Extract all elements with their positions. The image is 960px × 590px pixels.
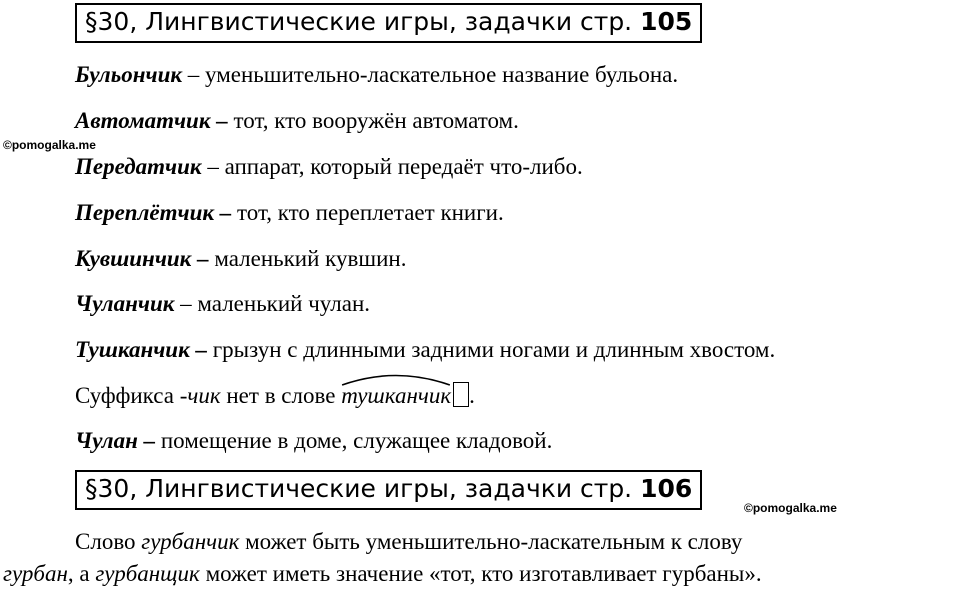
answer-text: , а bbox=[67, 561, 96, 586]
root-arc-icon bbox=[341, 372, 451, 386]
answer-paragraph-line bbox=[75, 527, 742, 557]
answer-text: может иметь значение «тот, кто изготавливает гурбаны». bbox=[199, 561, 762, 586]
definition-term: Бульончик bbox=[75, 62, 183, 87]
root-marked-word bbox=[341, 382, 451, 410]
definition-line bbox=[75, 199, 504, 227]
suffix-note bbox=[75, 382, 475, 410]
definition-line bbox=[75, 153, 583, 181]
definition-line bbox=[75, 245, 406, 273]
section-number: §30 bbox=[85, 474, 130, 503]
section-title: , Лингвистические игры, задачки стр. bbox=[129, 474, 641, 503]
definition-text: маленький кувшин. bbox=[208, 246, 407, 271]
section-number: §30 bbox=[85, 7, 130, 36]
page-number: 105 bbox=[640, 7, 693, 36]
definition-line bbox=[75, 290, 370, 318]
answer-text: Слово bbox=[75, 529, 142, 554]
answer-word: гурбанщик bbox=[95, 561, 200, 586]
suffix-note-text: . bbox=[469, 383, 475, 408]
definition-text: – уменьшительно-ласкательное название бульона. bbox=[182, 62, 679, 87]
word-text: тушканчик bbox=[341, 383, 452, 408]
definition-line bbox=[75, 427, 552, 455]
answer-word: гурбан bbox=[3, 561, 68, 586]
definition-text: тот, кто переплетает книги. bbox=[231, 200, 504, 225]
suffix-note-text: нет в слове bbox=[220, 383, 342, 408]
definition-text: – аппарат, который передаёт что-либо. bbox=[201, 154, 583, 179]
definition-term: Автоматчик – bbox=[75, 108, 228, 133]
watermark: ©pomogalka.me bbox=[3, 138, 96, 152]
definition-line bbox=[75, 107, 519, 135]
suffix-note-text: Суффикса bbox=[75, 383, 180, 408]
answer-paragraph-line bbox=[3, 559, 762, 589]
definition-text: помещение в доме, служащее кладовой. bbox=[155, 428, 553, 453]
definition-term: Кувшинчик – bbox=[75, 246, 209, 271]
zero-ending-icon bbox=[453, 382, 469, 407]
definition-text: тот, кто вооружён автоматом. bbox=[227, 108, 519, 133]
section-heading-105 bbox=[75, 3, 702, 43]
definition-term: Чулан – bbox=[75, 428, 156, 453]
definition-text: – маленький чулан. bbox=[174, 291, 371, 316]
definition-line bbox=[75, 336, 775, 364]
suffix-text: -чик bbox=[179, 383, 221, 408]
section-heading-106 bbox=[75, 470, 702, 510]
answer-word: гурбанчик bbox=[141, 529, 240, 554]
definition-line bbox=[75, 61, 678, 89]
page-number: 106 bbox=[640, 474, 693, 503]
definition-term: Переплётчик – bbox=[75, 200, 232, 225]
definition-text: грызун с длинными задними ногами и длинным хвостом. bbox=[207, 337, 776, 362]
definition-term: Передатчик bbox=[75, 154, 202, 179]
definition-term: Чуланчик bbox=[75, 291, 175, 316]
answer-text: может быть уменьшительно-ласкательным к слову bbox=[239, 529, 743, 554]
watermark: ©pomogalka.me bbox=[744, 501, 837, 515]
section-title: , Лингвистические игры, задачки стр. bbox=[129, 7, 641, 36]
definition-term: Тушканчик – bbox=[75, 337, 207, 362]
